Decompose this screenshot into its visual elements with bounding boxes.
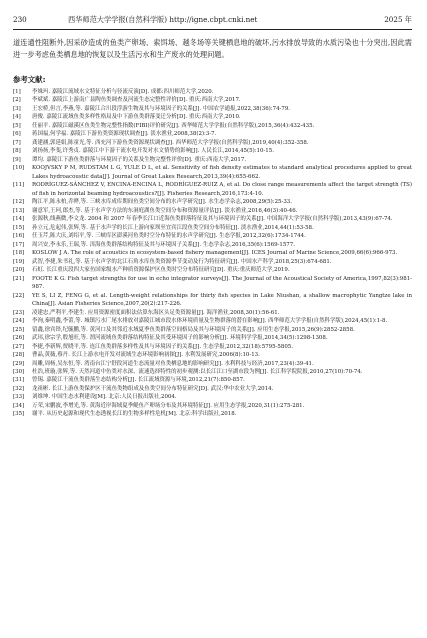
reference-number: [3] — [13, 105, 21, 112]
reference-text: RODRÍGUEZ-SÁNCHEZ V, ENCINA-ENCINA L, RODRÍGUEZ-RUIZ A, et al. Do close range measurements affect the target strength (TS) of fish in horizontal beaming hydroacoustics?[J]. Fisheries Research,2016,173:4-10. — [32, 182, 412, 197]
reference-number: [35] — [13, 411, 25, 418]
reference-text: 杜浩,班璇,张辉,等. 天然河道中鱼类对水深、流速选择特性的初步观测:以长江江口至湖市段为例[J]. 长江科学院院报,2010,27(10):70-74. — [32, 368, 363, 375]
reference-number: [12] — [13, 199, 25, 206]
reference-number: [22] — [13, 292, 25, 299]
reference-text: 万荣,宋鹏波,李增光,等. 黄海近岸海域夏季鳀鱼产卵场分布及其环境特征[J]. 应用生态学报,2020,31(1):275-281. — [32, 402, 305, 409]
reference-item — [13, 368, 412, 376]
reference-text: 李斌斌. 嘉陵江上游南广县陶鱼类调查及河流生态完整性评价[D]. 重庆:西南大学,2017. — [32, 97, 241, 104]
reference-item — [13, 207, 412, 215]
reference-text: 武智,李捷,朱书礼,等. 基于水声学的北江石角水库鱼类资源季节变动及行为特征研究[J]. 中国水产科学,2018,25(3):674-681. — [32, 258, 332, 265]
reference-text: 任玉芹,陈大庆,刘绍平,等. 三峡库区澎溪河鱼类时空分布特征的水声学研究[J]. 生态学报,2012,32(6):1734-1744. — [32, 233, 306, 240]
reference-text: 李洵,秦明鑫,李蕾,等. 城镇污水厂尾水排放对嘉陵江城市段水体环境质量及生物群落的潜在影响[J]. 西华师范大学学报(自然科学版),2024,45(1):1-8. — [32, 318, 388, 325]
reference-number: [14] — [13, 216, 25, 223]
page-number: 230 — [13, 15, 27, 24]
reference-text: 李姝玛. 嘉陵江流域水文特征分析与径流反演[D]. 成都:四川师范大学,2020. — [32, 89, 214, 95]
reference-text: 谢平. 从历史起源和现代生态透视长江的生物多样性危机[M]. 北京:科学出版社,2018. — [32, 411, 237, 418]
reference-item — [13, 198, 412, 206]
reference-number: [8] — [13, 148, 21, 155]
journal-title: 西华师范大学学报(自然科学版) http://igne.cbpt.cnki.net — [68, 15, 258, 24]
reference-text: 周兴安,李永乐,王瑞,等. 洱海鱼类群落结构特征及其与环境因子关系[J]. 生态学杂志,2016,35(6):1569-1577. — [32, 241, 295, 248]
running-header — [13, 14, 412, 26]
reference-item — [13, 181, 412, 198]
reference-item — [13, 402, 412, 410]
reference-number: [31] — [13, 377, 25, 384]
reference-number: [17] — [13, 241, 25, 248]
reference-number: [2] — [13, 97, 21, 104]
reference-number: [10] — [13, 165, 25, 172]
body-paragraph: 道连通性阻断外,因采砂造成的鱼类产卵场、索饵场、越冬场等关键栖息地的破坏,污水排放导致的水质污染也十分突出,因此需进一步考虑鱼类栖息地的恢复以及生活污水和生产废水的处理问题。 — [13, 38, 412, 60]
reference-text: 王宏桥,但言,李燕,等. 嘉陵江合川段浮游生物及其与环境因子的关系[J]. 中国农学通报,2022,38(36):74-79. — [32, 105, 291, 112]
reference-number: [25] — [13, 326, 25, 333]
reference-text: 谢意军,王珂,郎杰,等. 基于水声学方法的东洞庭湖鱼类空间分布和资源量评估[J]. 淡水渔业,2016,46(3):40-46. — [32, 207, 298, 214]
reference-item — [13, 360, 412, 368]
reference-text: KOSLOW J A. The role of acoustics in ecosystem-based fishery management[J]. ICES Journal of Marine Science,2009,66(6):966-973. — [32, 250, 398, 257]
reference-list — [13, 88, 412, 419]
reference-item — [13, 113, 412, 121]
reference-item — [13, 241, 412, 249]
reference-text: 孙立元,危起伟,张辉,等. 基于水声学的长江上游向家坝至宜宾江段鱼类空间分布特征[J]. 淡水渔业,2014,44(1):53-58. — [32, 224, 314, 231]
reference-item — [13, 309, 412, 317]
reference-number: [13] — [13, 207, 25, 214]
reference-text: 刘维坤. 中国生态水利建设[M]. 北京:人民日报出版社,2004. — [32, 394, 177, 401]
reference-number: [11] — [13, 182, 25, 189]
reference-item — [13, 410, 412, 418]
reference-text: 凌建忠,严利平,李建生. 应用资源密度面积法估算东海区头足类资源量[J]. 海洋渔业,2008,30(1):56-61. — [32, 309, 280, 316]
reference-item — [13, 130, 412, 138]
reference-item — [13, 249, 412, 257]
reference-item — [13, 105, 412, 113]
reference-number: [29] — [13, 360, 25, 367]
reference-item — [13, 292, 412, 309]
reference-number: [7] — [13, 139, 21, 146]
reference-number: [30] — [13, 368, 25, 375]
reference-item — [13, 224, 412, 232]
reference-number: [5] — [13, 122, 21, 129]
reference-item — [13, 147, 412, 155]
reference-text: 石虹. 长江重庆段四大家鱼国家级水产种质资源保护区鱼类时空分布特征研究[D]. 重庆:重庆师范大学,2019. — [32, 267, 290, 274]
reference-text: FOOTE K G. Fish target strengths for use in echo integrator surveys[J]. The Journal of the Acoustical Society of America,1997,82(3):981-987. — [32, 275, 412, 291]
reference-item — [13, 385, 412, 393]
reference-number: [20] — [13, 267, 25, 274]
reference-item — [13, 156, 412, 164]
reference-item — [13, 215, 412, 223]
reference-item — [13, 164, 412, 181]
reference-text: 留鑫,徐宾铎,纪毓鹏,等. 黄河口及其邻近水域夏季鱼类群落空间格局及其与环境因子的关系[J]. 应用生态学报,2015,26(9):2852-2858. — [32, 326, 355, 333]
reference-text: YE S, LI Z, FENG G, et al. Length-weight relationships for thirty fish species in Lake Niushan, a shallow macrophytic Yangtze lake in China[J]. Asian Fisheries Science,2007,20(2):217-226. — [32, 292, 412, 308]
reference-number: [4] — [13, 114, 21, 121]
reference-number: [27] — [13, 343, 25, 350]
reference-item — [13, 351, 412, 359]
reference-item — [13, 232, 412, 240]
reference-number: [19] — [13, 258, 25, 265]
reference-item — [13, 266, 412, 274]
reference-number: [34] — [13, 402, 25, 409]
reference-item — [13, 317, 412, 325]
reference-number: [21] — [13, 275, 25, 282]
reference-text: 谭均. 嘉陵江下游鱼类群落与环境因子的关系及生物完整性评价[D]. 重庆:西南大学,2017. — [32, 156, 247, 163]
reference-text: 刘扬扬,李斐,许秀贞. 嘉陵江中下游干流水电开发对水文情势的影响[J]. 人民长江,2014,45(5):10-15. — [32, 148, 274, 155]
reference-number: [1] — [13, 89, 21, 95]
reference-text: 蒋国福,何学福. 嘉陵江下游鱼类资源现状调查[J]. 淡水渔业,2008,38(2):3-7. — [32, 131, 217, 138]
reference-number: [16] — [13, 233, 25, 240]
reference-number: [9] — [13, 156, 21, 163]
reference-text: 龙祖彬. 长江上游鱼类保护区干流鱼类物组成及鱼类空间分布特征研究[D]. 武汉:华中农业大学,2014. — [32, 385, 274, 392]
reference-item — [13, 326, 412, 334]
reference-text: 李捷,李新辉,贾晓平,等. 连江鱼类群落多样性及其与环境因子的关系[J]. 生态学报,2012,32(18):5795-5805. — [32, 343, 293, 350]
reference-item — [13, 343, 412, 351]
reference-text: 龚建涵,郭延娟,陈童光,等. 西充河下游鱼类资源现状调查[J]. 西华师范大学学报(自然科学版),2019,40(4):352-358. — [32, 139, 309, 146]
reference-text: 武玮,徐宗学,殷旭旺,等. 渭河流域鱼类群落结构特征及其受环境因子的影响分析[J]. 环境科学学报,2014,34(5):1298-1308. — [32, 335, 328, 342]
reference-number: [24] — [13, 318, 25, 325]
reference-number: [15] — [13, 224, 25, 231]
reference-item — [13, 122, 412, 130]
reference-number: [23] — [13, 309, 25, 316]
reference-number: [6] — [13, 131, 21, 138]
reference-item — [13, 139, 412, 147]
reference-number: [28] — [13, 352, 25, 359]
reference-number: [33] — [13, 394, 25, 401]
reference-text: 周雕,周杨,吴东恒,等. 湾南台江宁舒段河道生态流量对鱼类栖息地的影响研究[J]. 水利科技与经济,2017,23(4):39-41. — [32, 360, 314, 367]
reference-text: 任丽平. 嘉陵江磁溪区鱼类生物完整性指数(FIBI)评价研究[J]. 西华师范大学学报(自然科学版),2015,36(4):432-435. — [32, 122, 315, 129]
reference-item — [13, 376, 412, 384]
reference-item — [13, 275, 412, 292]
reference-item — [13, 88, 412, 96]
reference-number: [18] — [13, 250, 25, 257]
reference-item — [13, 334, 412, 342]
reference-number: [26] — [13, 335, 25, 342]
reference-item — [13, 258, 412, 266]
reference-text: 唐俊. 嘉陵江流域鱼类多样性格局及中下游鱼类群落变迁分析[D]. 重庆:西南大学,2010. — [32, 114, 241, 121]
reference-number: [32] — [13, 385, 25, 392]
reference-text: 曾锡. 嘉陵江干流鱼类群落生态结构分析[J]. 长江流域资源与环境,2012,21(7):850-857. — [32, 377, 245, 384]
reference-text: 陶江平,陈永柏,乔晔,等. 三峡水库成库期间鱼类空间分布的水声学研究[J]. 水生态学杂志,2008,29(5):25-33. — [32, 199, 292, 206]
reference-text: 曹晶,黄薇,蔡丹. 长江上游水电开发对流域生态环境影响初探[J]. 水利发展研究,2006(8):10-13. — [32, 352, 260, 359]
reference-item — [13, 393, 412, 401]
publication-year: 2025 年 — [384, 15, 412, 24]
reference-text: 张源秋,线燕微,李文龙. 2004 和 2007 年春季长江口近海鱼类群落特征及其与环境因子的关系[J]. 中国海洋大学学报(自然科学版),2013,43(9):67-74. — [32, 216, 393, 223]
reference-item — [13, 96, 412, 104]
reference-text: KOOJVSKY P M, RUDSTAM L G, YULE D L, et al. Sensitivity of fish density estimates to standard analytical procedures applied to great Lakes hydroacoustic data[J]. Journal of Great Lakes Research,2013,39(4):655-662. — [32, 165, 412, 180]
references-heading: 参考文献: — [13, 75, 46, 84]
header-divider — [13, 29, 412, 30]
